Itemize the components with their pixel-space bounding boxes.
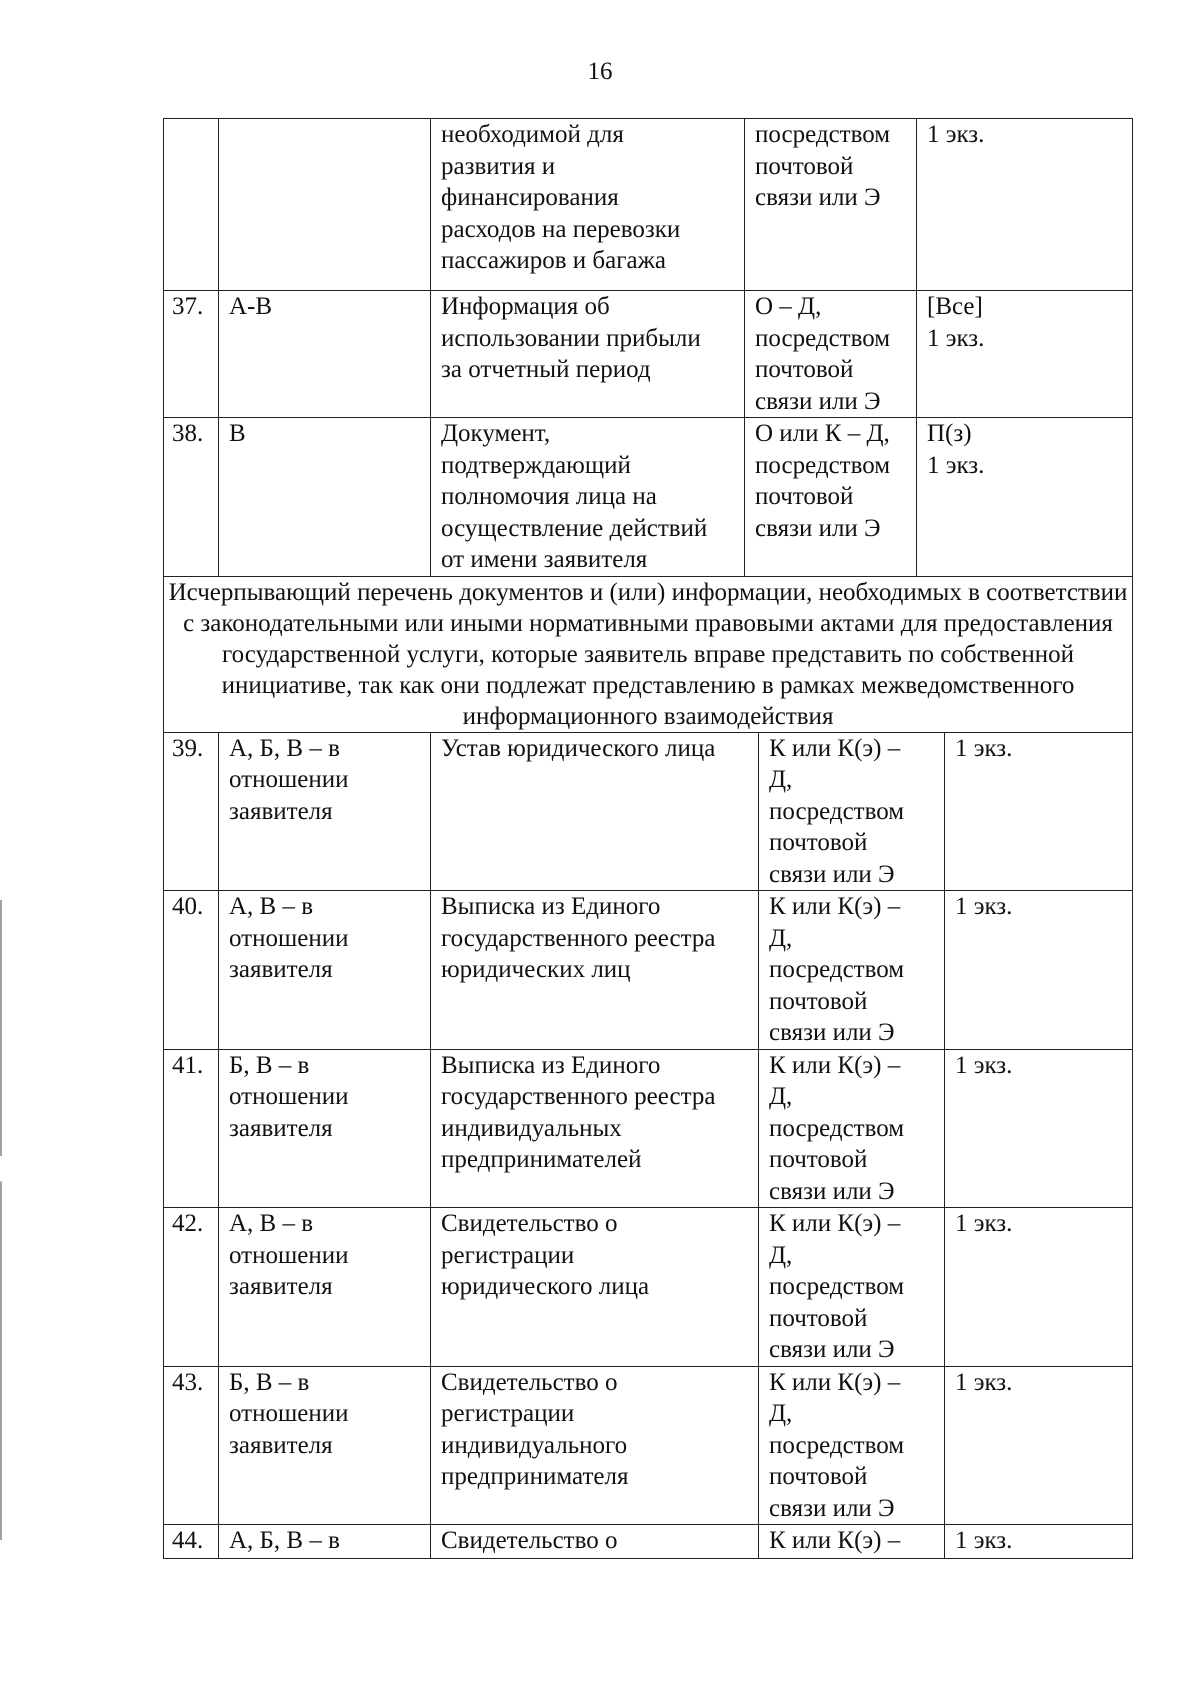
- row-number-cell: [164, 119, 219, 291]
- applicant-category-cell: [219, 1049, 431, 1208]
- copies-cell-text: 1 экз.: [955, 1368, 1013, 1396]
- submission-method-cell-text: О или К – Д, посредством почтовой связи или Э: [755, 420, 891, 542]
- table-row: [164, 119, 1133, 291]
- applicant-category-cell: [219, 1208, 431, 1367]
- document-name-cell-text: Устав юридического лица: [441, 734, 716, 762]
- copies-cell: [945, 1208, 1133, 1367]
- table-row: [164, 1525, 1133, 1559]
- submission-method-cell: [759, 1525, 945, 1559]
- copies-cell: [917, 418, 1133, 577]
- applicant-category-cell-text: А-В: [229, 293, 273, 320]
- applicant-category-cell: [219, 1525, 431, 1559]
- copies-cell: [917, 119, 1133, 291]
- row-number-cell-text: 44.: [172, 1527, 204, 1554]
- table-row: [164, 291, 1133, 418]
- submission-method-cell-text: К или К(э) – Д, посредством почтовой связи или Э: [769, 734, 905, 888]
- copies-cell-text: 1 экз.: [955, 1051, 1013, 1079]
- document-name-cell-text: Выписка из Единого государственного реестра юридических лиц: [441, 893, 716, 983]
- row-number-cell-text: 41.: [172, 1051, 204, 1079]
- row-number-cell: [164, 1208, 219, 1367]
- row-number-cell: [164, 733, 219, 891]
- document-name-cell: [431, 1366, 759, 1525]
- submission-method-cell: [759, 733, 945, 891]
- applicant-category-cell-text: А, Б, В – в: [229, 1527, 340, 1554]
- row-number-cell: [164, 1366, 219, 1525]
- copies-cell-text: 1 экз.: [955, 893, 1013, 920]
- scan-edge-artifact: [0, 900, 2, 1540]
- submission-method-cell-text: К или К(э) – Д, посредством почтовой связи или Э: [769, 1051, 905, 1205]
- row-number-cell-text: 37.: [172, 293, 204, 320]
- row-number-cell-text: 39.: [172, 734, 204, 762]
- table-row: [164, 733, 1133, 891]
- applicant-category-cell: [219, 418, 431, 577]
- row-number-cell: [164, 1049, 219, 1208]
- applicant-category-cell: [219, 119, 431, 291]
- document-name-cell: [431, 733, 759, 891]
- submission-method-cell: [745, 418, 917, 577]
- submission-method-cell-text: посредством почтовой связи или Э: [755, 121, 891, 211]
- applicant-category-cell-text: В: [229, 420, 246, 447]
- document-name-cell-text: Свидетельство о: [441, 1527, 618, 1554]
- table-row: [164, 1208, 1133, 1367]
- row-number-cell: [164, 291, 219, 418]
- submission-method-cell: [759, 891, 945, 1050]
- table-row: [164, 891, 1133, 1050]
- copies-cell: [945, 733, 1133, 891]
- row-number-cell-text: 42.: [172, 1210, 204, 1237]
- document-name-cell-text: необходимой для развития и финансирования расходов на перевозки пассажиров и багажа: [441, 121, 681, 274]
- applicant-category-cell: [219, 891, 431, 1050]
- applicant-category-cell-text: А, В – в отношении заявителя: [229, 893, 349, 983]
- document-name-cell-text: Выписка из Единого государственного реестра индивидуальных предпринимателей: [441, 1051, 716, 1173]
- document-name-cell: [431, 418, 745, 577]
- row-number-cell: [164, 891, 219, 1050]
- document-name-cell: [431, 119, 745, 291]
- copies-cell: [917, 291, 1133, 418]
- copies-cell: [945, 1525, 1133, 1559]
- table-row: [164, 1366, 1133, 1525]
- page-number: 16: [587, 58, 613, 85]
- documents-table-lower: [163, 733, 1133, 1560]
- submission-method-cell-text: К или К(э) –: [769, 1527, 901, 1554]
- document-name-cell-text: Документ, подтверждающий полномочия лица на осуществление действий от имени заявителя: [441, 420, 708, 573]
- applicant-category-cell-text: Б, В – в отношении заявителя: [229, 1051, 349, 1142]
- section-header: Исчерпывающий перечень документов и (или) информации, необходимых в соответствии с законодательными или иными нормативными правовыми актами для предоставления государственной услуги, которые заявитель вправе представить по собственной инициативе, так как они подлежат представлению в рамках межведомственного информационного взаимодействия: [164, 576, 1133, 732]
- submission-method-cell: [745, 291, 917, 418]
- applicant-category-cell: [219, 291, 431, 418]
- row-number-cell-text: 40.: [172, 893, 204, 920]
- document-name-cell: [431, 291, 745, 418]
- submission-method-cell-text: К или К(э) – Д, посредством почтовой связи или Э: [769, 1210, 905, 1363]
- copies-cell-text: 1 экз.: [955, 1210, 1013, 1237]
- submission-method-cell-text: К или К(э) – Д, посредством почтовой связи или Э: [769, 1368, 905, 1522]
- applicant-category-cell: [219, 1366, 431, 1525]
- applicant-category-cell: [219, 733, 431, 891]
- copies-cell-text: П(з) 1 экз.: [927, 420, 985, 479]
- copies-cell-text: 1 экз.: [955, 734, 1013, 762]
- submission-method-cell: [759, 1049, 945, 1208]
- table-row: [164, 418, 1133, 577]
- document-name-cell: [431, 1049, 759, 1208]
- documents-table-wrapper: [163, 118, 1132, 1559]
- submission-method-cell-text: О – Д, посредством почтовой связи или Э: [755, 293, 891, 415]
- document-name-cell-text: Свидетельство о регистрации юридического лица: [441, 1210, 650, 1300]
- submission-method-cell: [745, 119, 917, 291]
- document-name-cell-text: Информация об использовании прибыли за отчетный период: [441, 293, 701, 383]
- copies-cell-text: [Все] 1 экз.: [927, 293, 985, 352]
- copies-cell: [945, 1366, 1133, 1525]
- copies-cell: [945, 1049, 1133, 1208]
- submission-method-cell-text: К или К(э) – Д, посредством почтовой связи или Э: [769, 893, 905, 1046]
- applicant-category-cell-text: А, Б, В – в отношении заявителя: [229, 734, 349, 825]
- copies-cell-text: 1 экз.: [955, 1527, 1013, 1554]
- applicant-category-cell-text: Б, В – в отношении заявителя: [229, 1368, 349, 1459]
- document-name-cell-text: Свидетельство о регистрации индивидуального предпринимателя: [441, 1368, 629, 1490]
- table-row: [164, 1049, 1133, 1208]
- documents-table-upper: [163, 118, 1133, 733]
- row-number-cell-text: 43.: [172, 1368, 204, 1396]
- document-name-cell: [431, 891, 759, 1050]
- document-name-cell: [431, 1208, 759, 1367]
- document-name-cell: [431, 1525, 759, 1559]
- copies-cell-text: 1 экз.: [927, 121, 985, 148]
- row-number-cell: [164, 418, 219, 577]
- applicant-category-cell-text: А, В – в отношении заявителя: [229, 1210, 349, 1300]
- submission-method-cell: [759, 1208, 945, 1367]
- submission-method-cell: [759, 1366, 945, 1525]
- row-number-cell-text: 38.: [172, 420, 204, 447]
- copies-cell: [945, 891, 1133, 1050]
- row-number-cell: [164, 1525, 219, 1559]
